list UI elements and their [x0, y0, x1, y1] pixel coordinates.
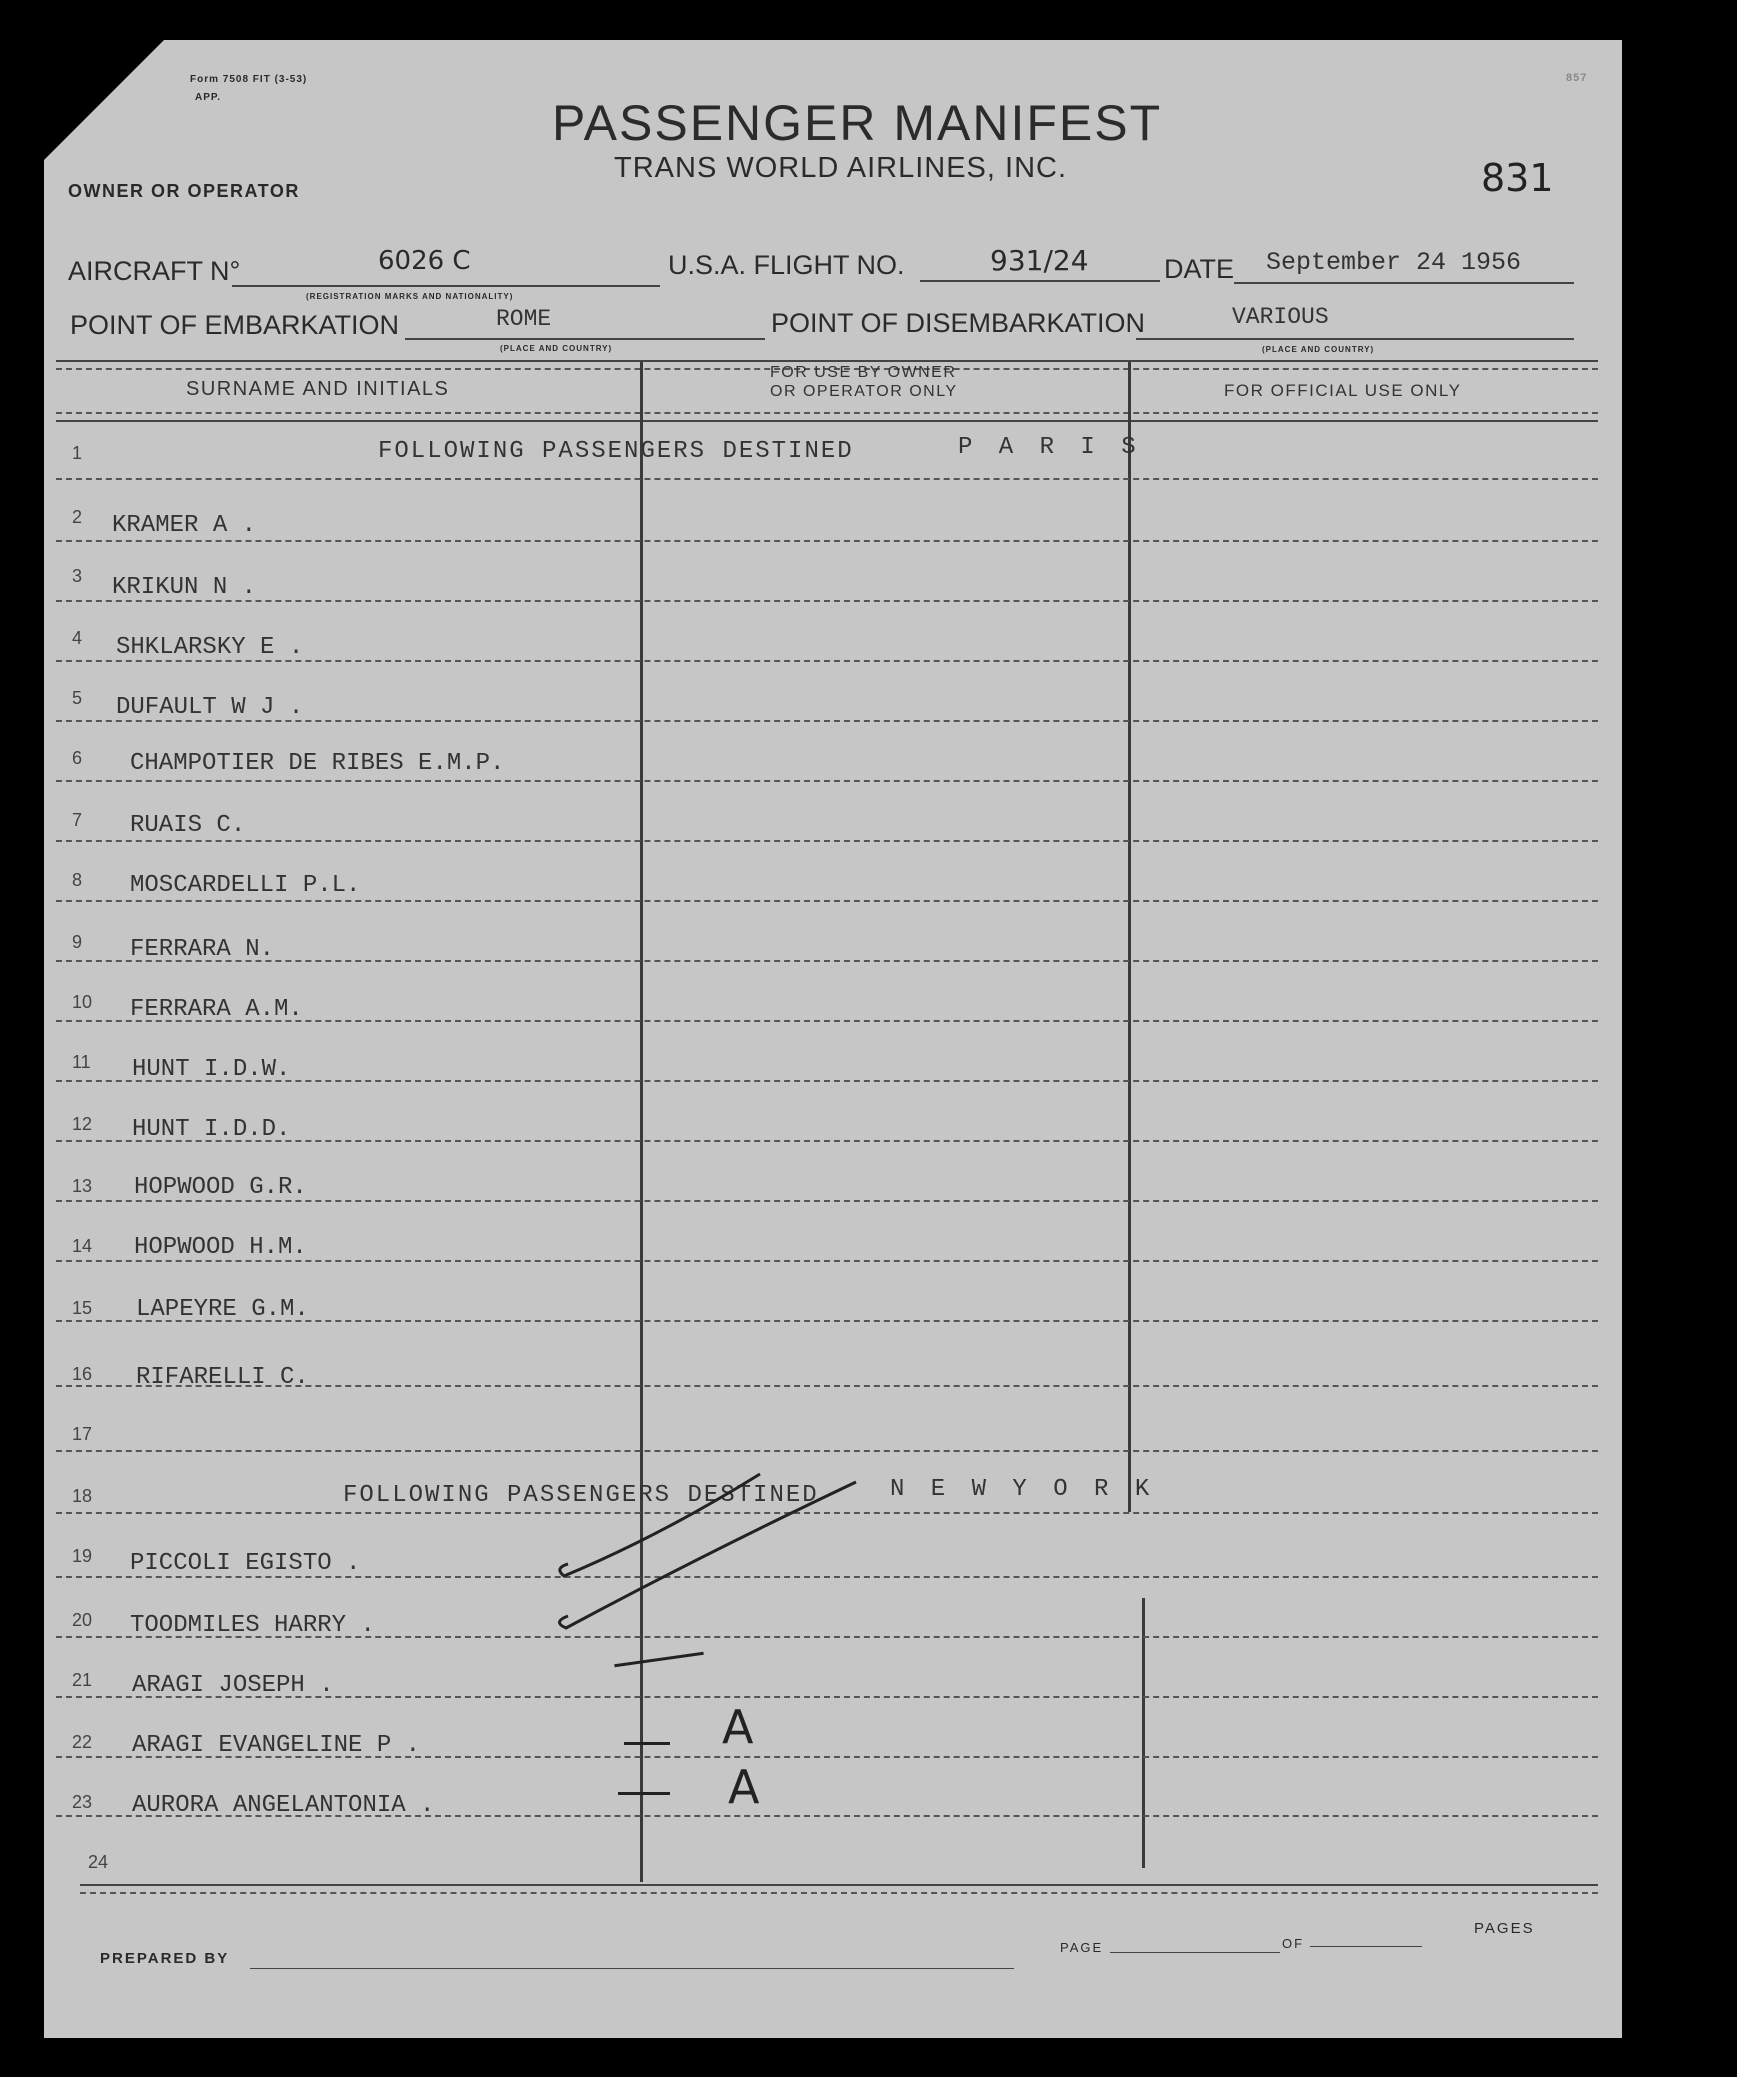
disembark-underline [1136, 338, 1574, 340]
passenger-name: CHAMPOTIER DE RIBES E.M.P. [130, 750, 505, 777]
row-number: 11 [72, 1052, 91, 1072]
handwritten-mark-23: A [728, 1760, 760, 1814]
of-label: OF [1282, 1936, 1305, 1951]
embark-underline [405, 338, 765, 340]
header-bottom-rule [56, 412, 1598, 414]
pen-dash [624, 1742, 670, 1745]
passenger-name: HOPWOOD H.M. [134, 1234, 307, 1261]
passenger-name: ARAGI EVANGELINE P . [132, 1732, 421, 1759]
row-number: 8 [72, 870, 83, 890]
aircraft-caption: (REGISTRATION MARKS AND NATIONALITY) [306, 292, 514, 301]
disembark-label: POINT OF DISEMBARKATION [771, 308, 1146, 338]
row-number: 18 [72, 1486, 93, 1506]
flight-underline [920, 280, 1160, 282]
row-rule [56, 960, 1598, 962]
row-number: 7 [72, 810, 83, 830]
page-title: PASSENGER MANIFEST [552, 95, 1163, 151]
row-rule [56, 780, 1598, 782]
pages-label: PAGES [1474, 1920, 1535, 1937]
row-number: 16 [72, 1364, 93, 1384]
embark-label: POINT OF EMBARKATION [70, 310, 400, 340]
row-number: 6 [72, 748, 83, 768]
col-surname-header: SURNAME AND INITIALS [186, 378, 450, 400]
passenger-name: FERRARA A.M. [130, 996, 303, 1023]
passenger-name: ARAGI JOSEPH . [132, 1672, 334, 1699]
row-number: 24 [88, 1852, 109, 1872]
row-number: 19 [72, 1546, 93, 1566]
passenger-name: SHKLARSKY E . [116, 634, 304, 661]
row-number: 3 [72, 566, 83, 586]
row-number: 22 [72, 1732, 93, 1752]
new-york-city: N E W Y O R K [890, 1476, 1156, 1503]
form-code: Form 7508 FIT (3-53) [190, 74, 308, 85]
row-number: 5 [72, 688, 83, 708]
paris-heading: FOLLOWING PASSENGERS DESTINED [378, 438, 854, 465]
embark-value: ROME [496, 306, 552, 332]
disembark-caption: (PLACE AND COUNTRY) [1262, 345, 1375, 354]
table-bottom-rule [80, 1884, 1598, 1886]
paris-city: P A R I S [958, 434, 1142, 461]
pen-dash [618, 1792, 670, 1795]
divider-right [1128, 362, 1131, 1512]
aircraft-underline [232, 285, 660, 287]
passenger-name: DUFAULT W J . [116, 694, 304, 721]
airline-name: TRANS WORLD AIRLINES, INC. [614, 152, 1068, 184]
embark-caption: (PLACE AND COUNTRY) [500, 344, 613, 353]
col-owner-header-1: FOR USE BY OWNER [770, 364, 957, 381]
divider-left [640, 362, 643, 1882]
page-line [1110, 1952, 1280, 1953]
row-number: 13 [72, 1176, 93, 1196]
flight-label: U.S.A. FLIGHT NO. [668, 250, 905, 280]
passenger-name: HOPWOOD G.R. [134, 1174, 307, 1201]
new-york-heading: FOLLOWING PASSENGERS DESTINED [343, 1482, 819, 1509]
row-number: 9 [72, 932, 83, 952]
passenger-name: HUNT I.D.D. [132, 1116, 291, 1143]
aircraft-value: 6026 C [378, 246, 471, 276]
date-value: September 24 1956 [1266, 248, 1522, 277]
row-rule [56, 1450, 1598, 1452]
passenger-name: AURORA ANGELANTONIA . [132, 1792, 435, 1819]
passenger-name: LAPEYRE G.M. [136, 1296, 309, 1323]
date-label: DATE [1164, 254, 1235, 284]
row-rule [56, 478, 1598, 480]
row-number: 17 [72, 1424, 93, 1444]
passenger-name: KRAMER A . [112, 512, 257, 539]
corner-mark: 857 [1566, 72, 1588, 84]
prepared-by-label: PREPARED BY [100, 1950, 230, 1967]
row-rule [56, 900, 1598, 902]
col-official-header: FOR OFFICIAL USE ONLY [1224, 381, 1462, 400]
handwritten-check-marks [540, 1466, 870, 1646]
passenger-name: RIFARELLI C. [136, 1364, 309, 1391]
row-rule [56, 540, 1598, 542]
passenger-name: HUNT I.D.W. [132, 1056, 291, 1083]
row-number: 2 [72, 507, 83, 527]
row-number: 4 [72, 628, 83, 648]
form-approval: APP. [195, 92, 222, 103]
header-top-rule [56, 360, 1598, 362]
page-label: PAGE [1060, 1940, 1104, 1955]
col-owner-header-2: OR OPERATOR ONLY [770, 383, 958, 400]
flight-value: 931/24 [990, 244, 1089, 277]
disembark-value: VARIOUS [1232, 304, 1329, 330]
row-rule [56, 600, 1598, 602]
passenger-name: RUAIS C. [130, 812, 246, 839]
prepared-by-line [250, 1968, 1014, 1969]
row-number: 21 [72, 1670, 93, 1690]
passenger-name: TOODMILES HARRY . [130, 1612, 375, 1639]
of-line [1310, 1946, 1422, 1947]
page-number: 831 [1481, 156, 1554, 200]
torn-corner [44, 40, 164, 160]
table-bottom-rule-2 [80, 1892, 1598, 1894]
date-underline [1234, 282, 1574, 284]
handwritten-mark-22: A [722, 1700, 754, 1754]
row-number: 10 [72, 992, 93, 1012]
owner-label: OWNER OR OPERATOR [68, 181, 300, 201]
passenger-name: KRIKUN N . [112, 574, 257, 601]
row-number: 15 [72, 1298, 93, 1318]
row-number: 1 [72, 443, 83, 463]
passenger-name: PICCOLI EGISTO . [130, 1550, 361, 1577]
row-number: 14 [72, 1236, 93, 1256]
row-number: 12 [72, 1114, 93, 1134]
row-number: 20 [72, 1610, 93, 1630]
aircraft-label: AIRCRAFT N° [68, 256, 241, 286]
passenger-name: FERRARA N. [130, 936, 275, 963]
row-rule [56, 840, 1598, 842]
row-number: 23 [72, 1792, 93, 1812]
divider-right-lower [1142, 1598, 1145, 1868]
header-bottom-rule-2 [56, 420, 1598, 422]
passenger-name: MOSCARDELLI P.L. [130, 872, 361, 899]
